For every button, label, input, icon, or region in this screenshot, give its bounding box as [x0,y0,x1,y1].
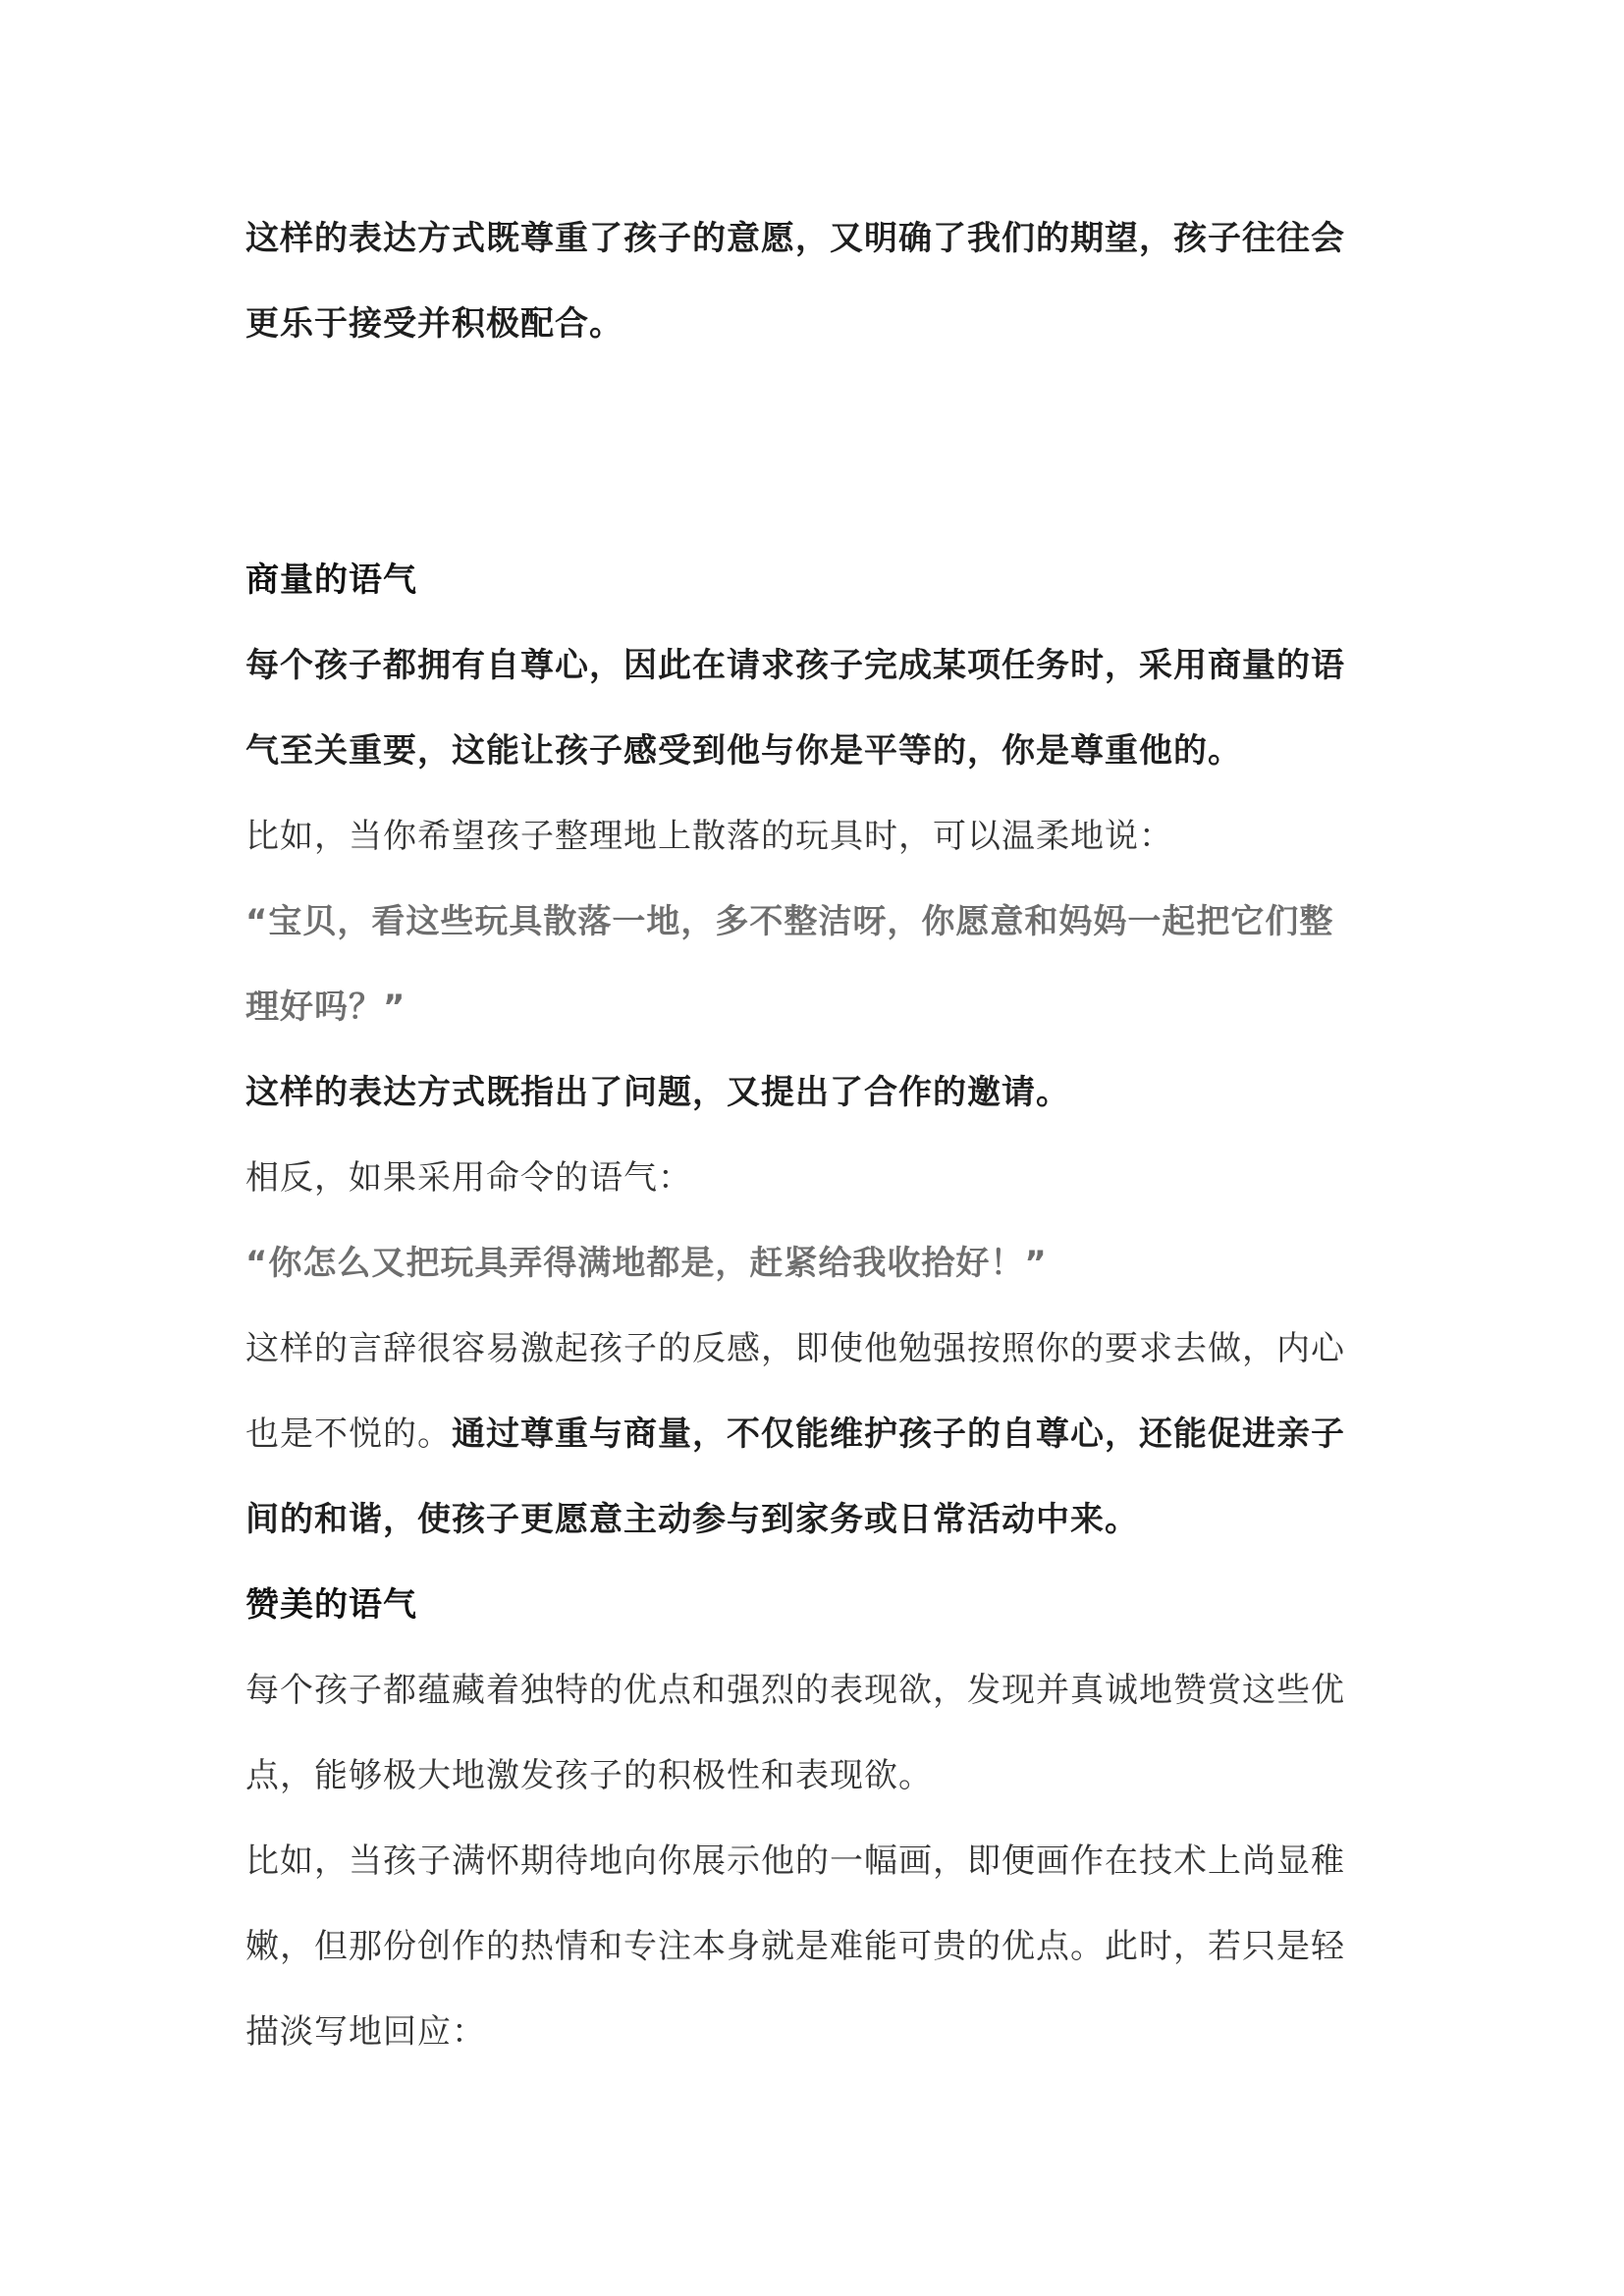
paragraph-line: 描淡写地回应： [245,2012,486,2052]
paragraph-line: 比如，当你希望孩子整理地上散落的玩具时，可以温柔地说： [245,817,1173,856]
paragraph-line: 更乐于接受并积极配合。 [245,304,623,344]
paragraph-line: 这样的表达方式既尊重了孩子的意愿，又明确了我们的期望，孩子往往会 [245,219,1345,258]
document-body [245,196,1384,2075]
paragraph-line-mixed [245,1392,1384,1477]
paragraph-line: 间的和谐，使孩子更愿意主动参与到家务或日常活动中来。 [245,1500,1139,1539]
paragraph-line: 每个孩子都蕴藏着独特的优点和强烈的表现欲，发现并真诚地赞赏这些优 [245,1671,1345,1710]
emphasis-text: 通过尊重与商量，不仅能维护孩子的自尊心，还能促进亲子 [452,1415,1345,1454]
paragraph-line: 气至关重要，这能让孩子感受到他与你是平等的，你是尊重他的。 [245,731,1242,771]
paragraph-line: 这样的表达方式既指出了问题，又提出了合作的邀请。 [245,1073,1070,1112]
section-heading: 赞美的语气 [245,1585,417,1625]
paragraph-line: 这样的言辞很容易激起孩子的反感，即使他勉强按照你的要求去做，内心 [245,1329,1345,1368]
section-heading: 商量的语气 [245,561,417,600]
paragraph-line: 嫩，但那份创作的热情和专注本身就是难能可贵的优点。此时，若只是轻 [245,1927,1345,1966]
section-spacer [245,367,1384,538]
quote-line: 理好吗？” [245,988,406,1027]
quote-line: “你怎么又把玩具弄得满地都是，赶紧给我收拾好！” [245,1244,1048,1283]
paragraph-line: 比如，当孩子满怀期待地向你展示他的一幅画，即便画作在技术上尚显稚 [245,1842,1345,1881]
paragraph-line: 点，能够极大地激发孩子的积极性和表现欲。 [245,1756,933,1795]
paragraph-line: 每个孩子都拥有自尊心，因此在请求孩子完成某项任务时，采用商量的语 [245,646,1345,685]
quote-line: “宝贝，看这些玩具散落一地，多不整洁呀，你愿意和妈妈一起把它们整 [245,902,1334,941]
normal-text: 也是不悦的。 [245,1415,452,1454]
paragraph-line: 相反，如果采用命令的语气： [245,1158,692,1198]
